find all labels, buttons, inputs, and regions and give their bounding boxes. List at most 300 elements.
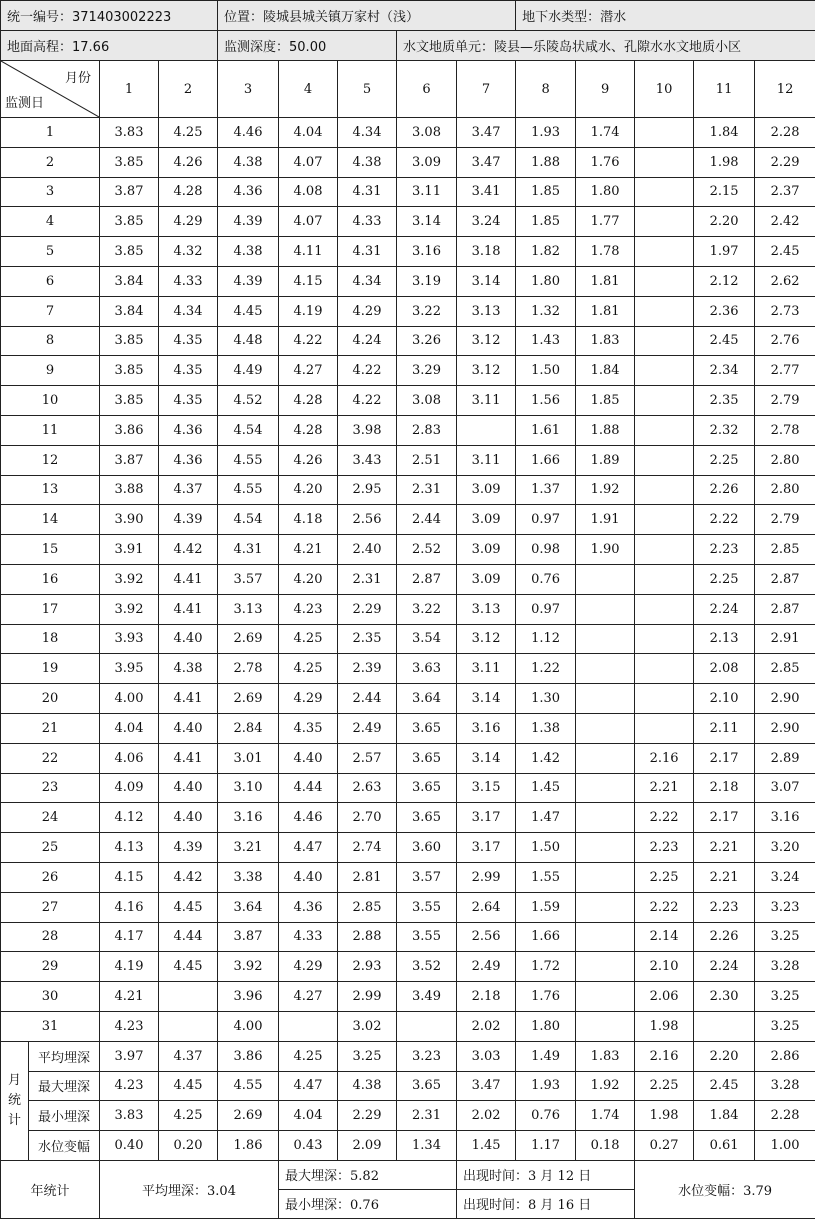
month-header-cell: 12 xyxy=(755,61,815,118)
depth-value-cell: 2.24 xyxy=(694,594,755,624)
depth-value-cell: 3.22 xyxy=(397,296,457,326)
depth-value-cell: 2.06 xyxy=(635,982,694,1012)
depth-value-cell: 1.93 xyxy=(516,118,576,148)
depth-value-cell: 4.38 xyxy=(338,147,397,177)
month-header-cell: 7 xyxy=(457,61,516,118)
day-cell: 12 xyxy=(1,445,100,475)
depth-value-cell: 2.21 xyxy=(694,833,755,863)
stats-row xyxy=(1,1101,815,1131)
month-header-cell: 1 xyxy=(100,61,159,118)
depth-value-cell: 1.50 xyxy=(516,833,576,863)
groundwater-type: 地下水类型：潜水 xyxy=(516,1,815,31)
table-row xyxy=(1,326,815,356)
depth-value-cell xyxy=(576,862,635,892)
day-cell: 8 xyxy=(1,326,100,356)
depth-value-cell: 3.85 xyxy=(100,207,159,237)
depth-value-cell: 3.08 xyxy=(397,118,457,148)
depth-value-cell: 4.07 xyxy=(279,147,338,177)
depth-value-cell xyxy=(635,326,694,356)
depth-value-cell xyxy=(457,415,516,445)
stat-value-cell: 2.25 xyxy=(635,1071,694,1101)
depth-value-cell: 2.85 xyxy=(755,535,815,565)
depth-value-cell: 2.89 xyxy=(755,743,815,773)
depth-value-cell: 2.44 xyxy=(338,684,397,714)
depth-value-cell: 3.12 xyxy=(457,356,516,386)
annual-row xyxy=(1,1160,815,1189)
depth-value-cell: 3.07 xyxy=(755,773,815,803)
day-cell: 11 xyxy=(1,415,100,445)
day-cell: 6 xyxy=(1,266,100,296)
depth-value-cell: 3.54 xyxy=(397,624,457,654)
depth-value-cell xyxy=(279,1011,338,1041)
depth-value-cell: 4.18 xyxy=(279,505,338,535)
depth-value-cell: 4.31 xyxy=(218,535,279,565)
depth-value-cell xyxy=(635,237,694,267)
depth-value-cell: 4.40 xyxy=(279,862,338,892)
depth-value-cell: 4.34 xyxy=(159,296,218,326)
depth-value-cell: 3.87 xyxy=(100,177,159,207)
depth-value-cell: 4.34 xyxy=(338,266,397,296)
depth-value-cell: 1.88 xyxy=(516,147,576,177)
depth-value-cell xyxy=(635,594,694,624)
depth-value-cell: 2.63 xyxy=(338,773,397,803)
depth-value-cell: 2.90 xyxy=(755,684,815,714)
depth-value-cell: 3.09 xyxy=(397,147,457,177)
depth-value-cell: 4.36 xyxy=(279,892,338,922)
day-cell: 3 xyxy=(1,177,100,207)
depth-value-cell: 4.46 xyxy=(279,803,338,833)
depth-value-cell: 3.52 xyxy=(397,952,457,982)
depth-value-cell: 4.45 xyxy=(159,892,218,922)
day-cell: 5 xyxy=(1,237,100,267)
depth-value-cell: 2.23 xyxy=(694,892,755,922)
depth-value-cell: 3.19 xyxy=(397,266,457,296)
stat-value-cell: 0.61 xyxy=(694,1131,755,1161)
table-row xyxy=(1,773,815,803)
stat-label: 最小埋深 xyxy=(29,1101,100,1131)
stat-value-cell: 3.65 xyxy=(397,1071,457,1101)
table-row xyxy=(1,684,815,714)
depth-value-cell xyxy=(576,803,635,833)
day-cell: 17 xyxy=(1,594,100,624)
day-cell: 18 xyxy=(1,624,100,654)
depth-value-cell: 4.35 xyxy=(159,326,218,356)
day-cell: 19 xyxy=(1,654,100,684)
ground-elevation: 地面高程：17.66 xyxy=(1,31,218,61)
depth-value-cell: 4.36 xyxy=(218,177,279,207)
depth-value-cell: 3.12 xyxy=(457,326,516,356)
depth-value-cell: 2.13 xyxy=(694,624,755,654)
depth-value-cell: 4.20 xyxy=(279,564,338,594)
table-row xyxy=(1,892,815,922)
depth-value-cell: 2.29 xyxy=(755,147,815,177)
depth-value-cell: 3.85 xyxy=(100,326,159,356)
depth-value-cell: 1.43 xyxy=(516,326,576,356)
depth-value-cell: 4.08 xyxy=(279,177,338,207)
depth-value-cell: 2.22 xyxy=(635,892,694,922)
depth-value-cell: 3.10 xyxy=(218,773,279,803)
depth-value-cell: 1.37 xyxy=(516,475,576,505)
depth-value-cell: 2.15 xyxy=(694,177,755,207)
depth-value-cell: 4.22 xyxy=(279,326,338,356)
day-cell: 15 xyxy=(1,535,100,565)
depth-value-cell: 4.23 xyxy=(279,594,338,624)
depth-value-cell xyxy=(576,654,635,684)
annual-max-time: 出现时间：3 月 12 日 xyxy=(457,1160,635,1189)
depth-value-cell: 2.69 xyxy=(218,624,279,654)
depth-value-cell: 1.80 xyxy=(576,177,635,207)
table-row xyxy=(1,356,815,386)
depth-value-cell: 1.85 xyxy=(516,207,576,237)
depth-value-cell: 2.78 xyxy=(218,654,279,684)
depth-value-cell: 4.04 xyxy=(100,713,159,743)
table-row xyxy=(1,386,815,416)
depth-value-cell: 2.30 xyxy=(694,982,755,1012)
day-cell: 31 xyxy=(1,1011,100,1041)
stat-value-cell: 1.00 xyxy=(755,1131,815,1161)
depth-value-cell: 3.16 xyxy=(397,237,457,267)
table-row xyxy=(1,654,815,684)
depth-value-cell: 1.85 xyxy=(576,386,635,416)
depth-value-cell: 1.66 xyxy=(516,922,576,952)
stat-value-cell: 3.28 xyxy=(755,1071,815,1101)
depth-value-cell: 2.02 xyxy=(457,1011,516,1041)
month-header-cell: 5 xyxy=(338,61,397,118)
depth-value-cell: 4.26 xyxy=(159,147,218,177)
depth-value-cell xyxy=(635,296,694,326)
depth-value-cell: 4.31 xyxy=(338,237,397,267)
day-cell: 20 xyxy=(1,684,100,714)
depth-value-cell: 2.95 xyxy=(338,475,397,505)
stat-value-cell: 2.16 xyxy=(635,1041,694,1071)
depth-value-cell xyxy=(635,386,694,416)
depth-value-cell xyxy=(576,684,635,714)
depth-value-cell: 4.00 xyxy=(218,1011,279,1041)
day-cell: 27 xyxy=(1,892,100,922)
depth-value-cell: 1.77 xyxy=(576,207,635,237)
stat-value-cell: 2.09 xyxy=(338,1131,397,1161)
depth-value-cell: 1.91 xyxy=(576,505,635,535)
depth-value-cell: 3.01 xyxy=(218,743,279,773)
depth-value-cell xyxy=(576,1011,635,1041)
depth-value-cell: 1.66 xyxy=(516,445,576,475)
depth-value-cell: 2.49 xyxy=(338,713,397,743)
depth-value-cell: 1.47 xyxy=(516,803,576,833)
depth-value-cell: 2.24 xyxy=(694,952,755,982)
depth-value-cell: 2.22 xyxy=(694,505,755,535)
depth-value-cell: 3.23 xyxy=(755,892,815,922)
depth-value-cell: 2.23 xyxy=(694,535,755,565)
depth-value-cell: 4.42 xyxy=(159,535,218,565)
annual-min-time: 出现时间：8 月 16 日 xyxy=(457,1189,635,1218)
depth-value-cell: 3.21 xyxy=(218,833,279,863)
depth-value-cell: 2.32 xyxy=(694,415,755,445)
stat-value-cell: 3.23 xyxy=(397,1041,457,1071)
depth-value-cell: 2.14 xyxy=(635,922,694,952)
depth-value-cell: 4.25 xyxy=(159,118,218,148)
stat-value-cell: 2.86 xyxy=(755,1041,815,1071)
month-header-cell: 2 xyxy=(159,61,218,118)
stats-row xyxy=(1,1071,815,1101)
depth-value-cell: 3.15 xyxy=(457,773,516,803)
depth-value-cell: 3.25 xyxy=(755,922,815,952)
depth-value-cell xyxy=(635,475,694,505)
day-cell: 10 xyxy=(1,386,100,416)
table-row xyxy=(1,862,815,892)
table-row xyxy=(1,118,815,148)
depth-value-cell: 0.97 xyxy=(516,505,576,535)
depth-value-cell: 4.33 xyxy=(338,207,397,237)
depth-value-cell: 3.13 xyxy=(457,296,516,326)
depth-value-cell: 4.44 xyxy=(159,922,218,952)
table-row xyxy=(1,564,815,594)
depth-value-cell: 2.99 xyxy=(338,982,397,1012)
depth-value-cell: 2.44 xyxy=(397,505,457,535)
table-row xyxy=(1,535,815,565)
depth-value-cell: 4.46 xyxy=(218,118,279,148)
depth-value-cell: 3.13 xyxy=(218,594,279,624)
depth-value-cell: 3.96 xyxy=(218,982,279,1012)
depth-value-cell: 4.41 xyxy=(159,594,218,624)
depth-value-cell: 4.40 xyxy=(159,773,218,803)
depth-value-cell: 1.50 xyxy=(516,356,576,386)
stat-value-cell: 0.18 xyxy=(576,1131,635,1161)
depth-value-cell: 2.11 xyxy=(694,713,755,743)
stat-value-cell: 1.34 xyxy=(397,1131,457,1161)
table-row xyxy=(1,266,815,296)
depth-value-cell: 2.17 xyxy=(694,803,755,833)
depth-value-cell xyxy=(635,147,694,177)
day-cell: 29 xyxy=(1,952,100,982)
table-row xyxy=(1,505,815,535)
depth-value-cell: 2.62 xyxy=(755,266,815,296)
depth-value-cell xyxy=(576,982,635,1012)
depth-value-cell xyxy=(576,564,635,594)
stat-value-cell: 0.27 xyxy=(635,1131,694,1161)
depth-value-cell: 1.76 xyxy=(516,982,576,1012)
depth-value-cell: 4.32 xyxy=(159,237,218,267)
stat-value-cell: 3.97 xyxy=(100,1041,159,1071)
table-row xyxy=(1,445,815,475)
depth-value-cell: 3.47 xyxy=(457,147,516,177)
depth-value-cell: 2.21 xyxy=(635,773,694,803)
depth-value-cell: 1.61 xyxy=(516,415,576,445)
depth-value-cell: 3.85 xyxy=(100,147,159,177)
depth-value-cell: 3.22 xyxy=(397,594,457,624)
table-row xyxy=(1,952,815,982)
day-cell: 7 xyxy=(1,296,100,326)
depth-value-cell: 4.54 xyxy=(218,505,279,535)
depth-value-cell: 1.88 xyxy=(576,415,635,445)
depth-value-cell: 2.16 xyxy=(635,743,694,773)
depth-value-cell: 3.41 xyxy=(457,177,516,207)
depth-value-cell: 1.84 xyxy=(694,118,755,148)
depth-value-cell: 1.45 xyxy=(516,773,576,803)
day-cell: 13 xyxy=(1,475,100,505)
table-row xyxy=(1,475,815,505)
depth-value-cell: 3.64 xyxy=(397,684,457,714)
depth-value-cell: 4.34 xyxy=(338,118,397,148)
depth-value-cell: 1.30 xyxy=(516,684,576,714)
depth-value-cell: 3.55 xyxy=(397,922,457,952)
depth-value-cell: 3.16 xyxy=(755,803,815,833)
depth-value-cell xyxy=(576,624,635,654)
stat-value-cell: 1.98 xyxy=(635,1101,694,1131)
depth-value-cell: 2.23 xyxy=(635,833,694,863)
stat-value-cell: 1.86 xyxy=(218,1131,279,1161)
depth-value-cell: 3.26 xyxy=(397,326,457,356)
depth-value-cell: 3.87 xyxy=(218,922,279,952)
depth-value-cell: 1.59 xyxy=(516,892,576,922)
table-row xyxy=(1,237,815,267)
depth-value-cell: 1.12 xyxy=(516,624,576,654)
stat-value-cell: 2.31 xyxy=(397,1101,457,1131)
stat-value-cell: 3.83 xyxy=(100,1101,159,1131)
table-row xyxy=(1,415,815,445)
stat-value-cell: 0.20 xyxy=(159,1131,218,1161)
depth-value-cell: 3.13 xyxy=(457,594,516,624)
depth-value-cell: 3.83 xyxy=(100,118,159,148)
depth-value-cell: 4.31 xyxy=(338,177,397,207)
depth-value-cell xyxy=(635,713,694,743)
depth-value-cell: 4.33 xyxy=(159,266,218,296)
depth-value-cell xyxy=(576,773,635,803)
depth-value-cell: 1.81 xyxy=(576,266,635,296)
depth-value-cell: 3.85 xyxy=(100,386,159,416)
stat-value-cell: 2.20 xyxy=(694,1041,755,1071)
month-header-cell: 10 xyxy=(635,61,694,118)
depth-value-cell: 2.57 xyxy=(338,743,397,773)
table-row xyxy=(1,833,815,863)
stat-value-cell: 4.25 xyxy=(159,1101,218,1131)
depth-value-cell xyxy=(635,207,694,237)
stats-row xyxy=(1,1131,815,1161)
depth-value-cell: 4.39 xyxy=(159,505,218,535)
depth-value-cell: 1.80 xyxy=(516,266,576,296)
depth-value-cell xyxy=(576,952,635,982)
depth-value-cell xyxy=(576,922,635,952)
depth-value-cell xyxy=(576,713,635,743)
stat-value-cell: 1.93 xyxy=(516,1071,576,1101)
table-row xyxy=(1,177,815,207)
depth-value-cell: 1.97 xyxy=(694,237,755,267)
depth-value-cell: 3.11 xyxy=(397,177,457,207)
depth-value-cell: 4.13 xyxy=(100,833,159,863)
depth-value-cell: 2.69 xyxy=(218,684,279,714)
depth-value-cell: 1.22 xyxy=(516,654,576,684)
depth-value-cell: 4.28 xyxy=(279,386,338,416)
depth-value-cell: 1.84 xyxy=(576,356,635,386)
depth-value-cell xyxy=(635,624,694,654)
depth-value-cell: 3.18 xyxy=(457,237,516,267)
stat-value-cell: 1.84 xyxy=(694,1101,755,1131)
depth-value-cell: 1.74 xyxy=(576,118,635,148)
depth-value-cell: 2.87 xyxy=(755,594,815,624)
depth-value-cell: 3.16 xyxy=(457,713,516,743)
depth-value-cell: 3.63 xyxy=(397,654,457,684)
annual-min-depth: 最小埋深：0.76 xyxy=(279,1189,457,1218)
depth-value-cell: 3.09 xyxy=(457,564,516,594)
day-cell: 25 xyxy=(1,833,100,863)
depth-value-cell: 4.06 xyxy=(100,743,159,773)
depth-value-cell: 2.85 xyxy=(338,892,397,922)
table-row xyxy=(1,803,815,833)
depth-value-cell: 3.29 xyxy=(397,356,457,386)
depth-value-cell: 1.85 xyxy=(516,177,576,207)
depth-value-cell: 3.85 xyxy=(100,356,159,386)
depth-value-cell: 4.36 xyxy=(159,445,218,475)
depth-value-cell: 1.78 xyxy=(576,237,635,267)
depth-value-cell: 4.26 xyxy=(279,445,338,475)
depth-value-cell: 2.78 xyxy=(755,415,815,445)
depth-value-cell: 1.38 xyxy=(516,713,576,743)
day-cell: 16 xyxy=(1,564,100,594)
depth-value-cell: 4.49 xyxy=(218,356,279,386)
stat-value-cell: 0.43 xyxy=(279,1131,338,1161)
depth-value-cell: 2.45 xyxy=(755,237,815,267)
depth-value-cell: 2.37 xyxy=(755,177,815,207)
depth-value-cell xyxy=(635,684,694,714)
depth-value-cell: 0.76 xyxy=(516,564,576,594)
depth-value-cell: 4.20 xyxy=(279,475,338,505)
depth-value-cell: 2.51 xyxy=(397,445,457,475)
day-cell: 1 xyxy=(1,118,100,148)
depth-value-cell: 4.39 xyxy=(159,833,218,863)
depth-value-cell: 3.87 xyxy=(100,445,159,475)
depth-value-cell: 4.41 xyxy=(159,564,218,594)
table-row xyxy=(1,624,815,654)
depth-value-cell: 2.45 xyxy=(694,326,755,356)
table-row xyxy=(1,713,815,743)
stat-value-cell: 3.25 xyxy=(338,1041,397,1071)
table-row xyxy=(1,922,815,952)
station-location: 位置：陵城县城关镇万家村（浅） xyxy=(218,1,516,31)
depth-value-cell: 3.14 xyxy=(457,743,516,773)
depth-value-cell: 4.52 xyxy=(218,386,279,416)
day-cell: 26 xyxy=(1,862,100,892)
stat-value-cell: 2.45 xyxy=(694,1071,755,1101)
depth-value-cell: 2.18 xyxy=(694,773,755,803)
depth-value-cell: 2.91 xyxy=(755,624,815,654)
depth-value-cell: 4.33 xyxy=(279,922,338,952)
station-id: 统一编号：371403002223 xyxy=(1,1,218,31)
depth-value-cell: 2.29 xyxy=(338,594,397,624)
depth-value-cell: 2.77 xyxy=(755,356,815,386)
depth-value-cell: 3.47 xyxy=(457,118,516,148)
depth-value-cell xyxy=(635,535,694,565)
depth-value-cell: 2.81 xyxy=(338,862,397,892)
depth-value-cell: 2.93 xyxy=(338,952,397,982)
stat-value-cell: 3.47 xyxy=(457,1071,516,1101)
depth-value-cell: 1.98 xyxy=(694,147,755,177)
depth-value-cell: 2.17 xyxy=(694,743,755,773)
depth-value-cell: 2.10 xyxy=(694,684,755,714)
depth-value-cell: 3.57 xyxy=(397,862,457,892)
depth-value-cell: 4.35 xyxy=(159,386,218,416)
depth-value-cell xyxy=(635,356,694,386)
stat-value-cell: 2.29 xyxy=(338,1101,397,1131)
stat-value-cell: 3.86 xyxy=(218,1041,279,1071)
depth-value-cell: 3.25 xyxy=(755,1011,815,1041)
stat-value-cell: 0.76 xyxy=(516,1101,576,1131)
depth-value-cell: 1.89 xyxy=(576,445,635,475)
depth-value-cell: 2.36 xyxy=(694,296,755,326)
depth-value-cell: 3.38 xyxy=(218,862,279,892)
depth-value-cell: 4.25 xyxy=(279,654,338,684)
depth-value-cell: 1.72 xyxy=(516,952,576,982)
stat-value-cell: 4.04 xyxy=(279,1101,338,1131)
depth-value-cell: 4.55 xyxy=(218,475,279,505)
